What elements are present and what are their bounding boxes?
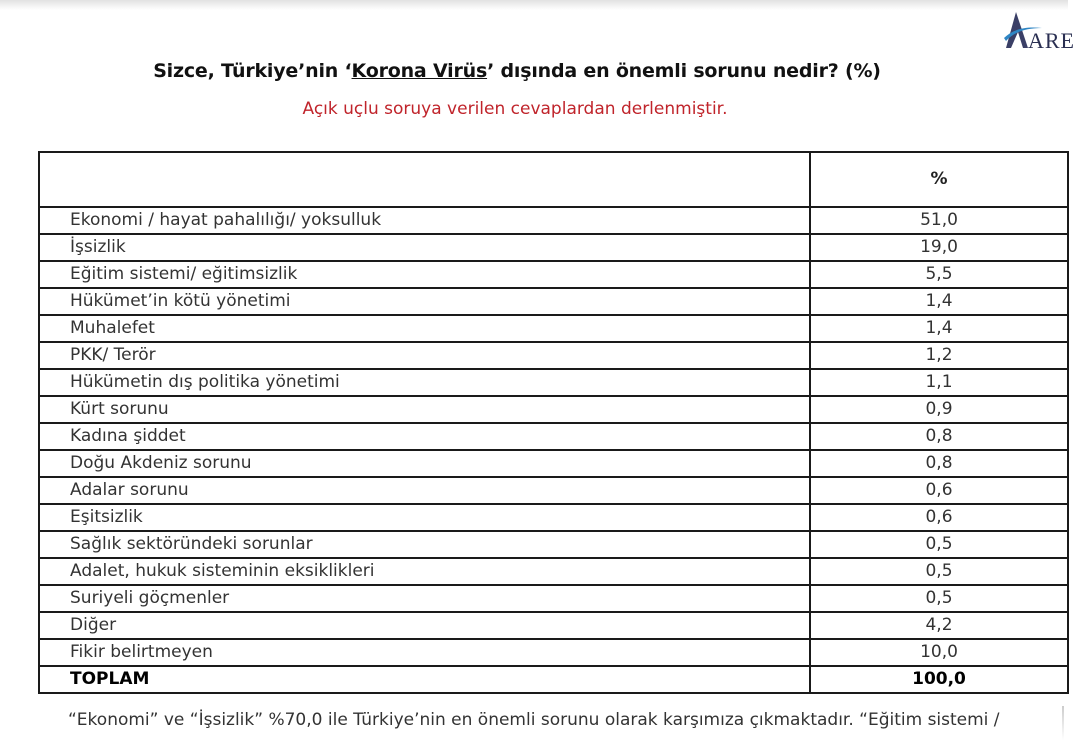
table-row: [39, 558, 1068, 585]
table-row: [39, 504, 1068, 531]
row-label: Hükümetin dış politika yönetimi: [39, 369, 810, 396]
row-label: İşsizlik: [39, 234, 810, 261]
row-value: 0,8: [810, 423, 1068, 450]
table-header-row: [39, 152, 1068, 207]
title-part-1: Sizce, Türkiye’nin ‘: [153, 60, 352, 82]
row-label: Diğer: [39, 612, 810, 639]
row-label: Fikir belirtmeyen: [39, 639, 810, 666]
table-row: [39, 342, 1068, 369]
title-part-2: ’ dışında en önemli sorunu nedir? (%): [487, 60, 881, 82]
row-value: 1,1: [810, 369, 1068, 396]
row-value: 1,4: [810, 288, 1068, 315]
row-value: 51,0: [810, 207, 1068, 234]
table-row: [39, 531, 1068, 558]
table-row: [39, 423, 1068, 450]
row-label: Ekonomi / hayat pahalılığı/ yoksulluk: [39, 207, 810, 234]
table-row: [39, 261, 1068, 288]
table-row: [39, 639, 1068, 666]
row-value: 0,8: [810, 450, 1068, 477]
row-label: Suriyeli göçmenler: [39, 585, 810, 612]
subtitle: Açık uçlu soruya verilen cevaplardan derlenmiştir.: [302, 99, 728, 119]
page-title: [0, 60, 1034, 82]
table-total-row: [39, 666, 1068, 693]
page-edge-mark: [1062, 706, 1064, 740]
table-row: [39, 396, 1068, 423]
row-value: 0,5: [810, 531, 1068, 558]
row-value: 0,9: [810, 396, 1068, 423]
percent-column-header: %: [810, 152, 1068, 207]
row-value: 5,5: [810, 261, 1068, 288]
row-label: Muhalefet: [39, 315, 810, 342]
row-value: 0,5: [810, 585, 1068, 612]
row-value: 19,0: [810, 234, 1068, 261]
table-row: [39, 450, 1068, 477]
row-label: Kadına şiddet: [39, 423, 810, 450]
table-row: [39, 369, 1068, 396]
row-label: Adalar sorunu: [39, 477, 810, 504]
row-label: Eğitim sistemi/ eğitimsizlik: [39, 261, 810, 288]
logo: [1002, 8, 1075, 53]
row-value: 10,0: [810, 639, 1068, 666]
table-row: [39, 612, 1068, 639]
row-value: 1,4: [810, 315, 1068, 342]
row-label: Kürt sorunu: [39, 396, 810, 423]
page-top-shadow: [0, 0, 1068, 10]
title-underlined: Korona Virüs: [351, 60, 488, 82]
row-label: Eşitsizlik: [39, 504, 810, 531]
row-label: Sağlık sektöründeki sorunlar: [39, 531, 810, 558]
table-row: [39, 207, 1068, 234]
table-row: [39, 315, 1068, 342]
results-table: [38, 151, 1069, 694]
table-row: [39, 477, 1068, 504]
row-label: PKK/ Terör: [39, 342, 810, 369]
row-label: Hükümet’in kötü yönetimi: [39, 288, 810, 315]
row-label: Doğu Akdeniz sorunu: [39, 450, 810, 477]
row-value: 1,2: [810, 342, 1068, 369]
row-value: 0,6: [810, 477, 1068, 504]
row-label: TOPLAM: [39, 666, 810, 693]
row-value: 4,2: [810, 612, 1068, 639]
row-value: 0,6: [810, 504, 1068, 531]
logo-text: ARE: [1028, 28, 1075, 53]
header-empty-cell: [39, 152, 810, 207]
row-value: 100,0: [810, 666, 1068, 693]
table-row: [39, 288, 1068, 315]
table-row: [39, 585, 1068, 612]
row-label: Adalet, hukuk sisteminin eksiklikleri: [39, 558, 810, 585]
footer-paragraph: “Ekonomi” ve “İşsizlik” %70,0 ile Türkiye’nin en önemli sorunu olarak karşımıza çıkmaktadır. “Eğitim sistemi /: [68, 710, 1000, 730]
row-value: 0,5: [810, 558, 1068, 585]
table-row: [39, 234, 1068, 261]
